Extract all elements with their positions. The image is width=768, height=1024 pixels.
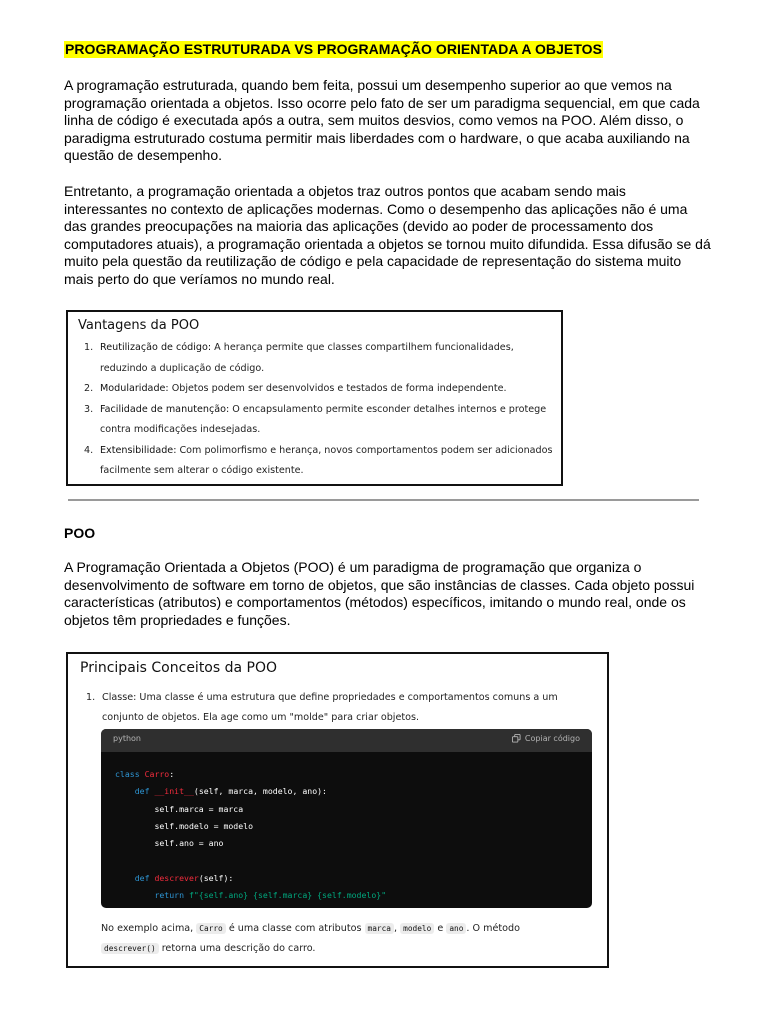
- inline-code: modelo: [400, 923, 434, 934]
- item-number: 3.: [84, 403, 94, 415]
- item-text: Objetos podem ser desenvolvidos e testados de forma independente.: [168, 383, 507, 394]
- code-language-label: python: [113, 734, 141, 743]
- item-number: 2.: [84, 383, 94, 394]
- list-item: [78, 441, 554, 482]
- item-text-cont: facilmente sem alterar o código existente.: [100, 465, 304, 476]
- section-heading-poo: POO: [64, 525, 96, 541]
- item-text-cont: reduzindo a duplicação de código.: [100, 362, 265, 374]
- copy-code-button[interactable]: [512, 734, 580, 743]
- item-number: 1.: [84, 342, 94, 353]
- item-text-cont: contra modificações indesejadas.: [100, 424, 261, 435]
- paragraph-poo-definition: A Programação Orientada a Objetos (POO) é um paradigma de programação que organiza o desenvolvimento de software em torno de objetos, que são instâncias de classes. Cada objeto possui características (atributos) e comportamentos (métodos) específicos, imitando o mundo real, onde os objetos têm propriedades e funções.: [64, 559, 695, 628]
- inline-code: marca: [365, 923, 394, 934]
- code-content: class Carro: def __init__(self, marca, modelo, ano): self.marca = marca self.modelo = modelo self.ano = ano def descrever(self): return f"{self.ano} {self.marca} {self.modelo}": [115, 769, 387, 901]
- paragraph-structured: A programação estruturada, quando bem feita, possui um desempenho superior ao que vemos na programação orientada a objetos. Isso ocorre pelo fato de ser um paradigma sequencial, em que cada linha de código é executada após a outra, sem muitos desvios, como vemos na POO. Além disso, o paradigma estruturado costuma permitir mais liberdades com o hardware, o que acaba auxiliando na questão de desempenho.: [64, 77, 700, 164]
- code-header: [101, 729, 592, 752]
- item-text: Uma classe é uma estrutura que define propriedades e comportamentos comuns a um: [136, 692, 558, 703]
- concepts-heading: Principais Conceitos da POO: [80, 660, 278, 676]
- inline-code: ano: [446, 923, 466, 934]
- list-item: [78, 379, 554, 400]
- item-term: Modularidade:: [100, 383, 169, 394]
- copy-icon: [512, 734, 521, 743]
- advantages-heading: Vantagens da POO: [78, 318, 200, 333]
- item-term: Facilidade de manutenção:: [100, 403, 230, 415]
- item-text: O encapsulamento permite esconder detalhes internos e protege: [229, 403, 547, 415]
- copy-code-label: Copiar código: [524, 734, 580, 743]
- code-explanation: No exemplo acima, Carro é uma classe com atributos marca , modelo e ano . O método descrever() retorna uma descrição do carro.: [101, 923, 520, 954]
- list-item: [78, 400, 554, 441]
- code-block: [101, 729, 592, 908]
- inline-code: Carro: [196, 923, 225, 934]
- list-item: [78, 338, 554, 379]
- item-term: Extensibilidade:: [100, 444, 177, 456]
- advantages-screenshot: [66, 310, 563, 486]
- item-term: Classe:: [102, 692, 137, 703]
- item-number: 4.: [84, 444, 94, 456]
- document-title: PROGRAMAÇÃO ESTRUTURADA VS PROGRAMAÇÃO ORIENTADA A OBJETOS: [65, 41, 602, 57]
- advantages-list: [78, 338, 554, 482]
- concept-item-class: [80, 688, 590, 728]
- item-text: A herança permite que classes compartilhem funcionalidades,: [211, 342, 514, 353]
- paragraph-oop-modern: Entretanto, a programação orientada a objetos traz outros pontos que acabam sendo mais interessantes no contexto de aplicações modernas. Como o desempenho das aplicações não é uma das grandes preocupações na maioria das aplicações (devido ao poder de processamento dos computadores atuais), a programação orientada a objetos se tornou muito difundida. Essa difusão se dá muito pela questão da reutilização de código e pela capacidade de representação do sistema muito mais perto do que veríamos no mundo real.: [64, 183, 711, 287]
- item-text: Com polimorfismo e herança, novos comportamentos podem ser adicionados: [176, 444, 553, 456]
- horizontal-divider: [68, 499, 699, 501]
- item-number: 1.: [86, 692, 96, 703]
- item-term: Reutilização de código:: [100, 342, 212, 353]
- inline-code: descrever(): [101, 943, 159, 954]
- concepts-screenshot: [66, 652, 609, 968]
- item-text-cont: conjunto de objetos. Ela age como um "molde" para criar objetos.: [102, 712, 420, 723]
